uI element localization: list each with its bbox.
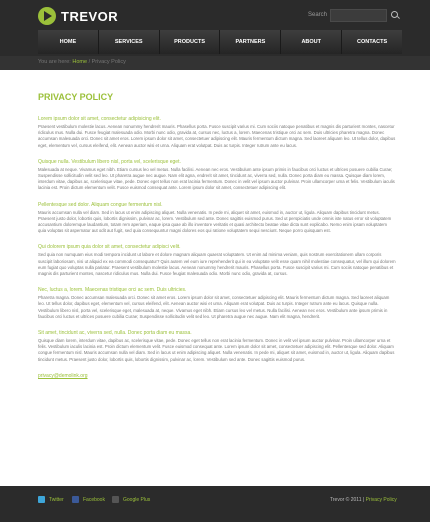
nav-item-about[interactable]: ABOUT xyxy=(281,30,342,54)
twitter-label: Twitter xyxy=(49,496,64,503)
breadcrumb-separator: / xyxy=(88,59,91,65)
footer-brand: Trevor xyxy=(330,497,345,503)
site-footer xyxy=(0,486,430,522)
google-plus-label: Google Plus xyxy=(123,496,151,503)
nav-item-contacts[interactable]: CONTACTS xyxy=(356,39,388,45)
google-plus-icon xyxy=(112,496,119,503)
section-text: Mauris accumsan nulla vel diam. Sed in lacus ut enim adipiscing aliquet. Nulla venenatis. In pede mi, aliquet sit amet, euismod in, auctor ut, ligula. Aliquam dapibus tincidunt metus. Praesent justo dolor, lobortis quis, lobortis dignissim, pulvinar ac, lorem. Vestibulum sed ante. Donec sagittis euismod purus. Sed ut perspiciatis unde omnis iste natus error sit voluptatem accusantium doloremque laudantium, totam rem aperiam, eaque ipsa quae ab illo inventore veritatis et quasi architecto beatae vitae dicta sunt explicabo. Nemo enim ipsam voluptatem quia voluptas sit aspernatur aut odit aut fugit, sed quia consequuntur magni dolores eos qui ratione voluptatem sequi nesciunt. Neque porro quisquam est. xyxy=(38,209,392,234)
nav-item-products[interactable]: PRODUCTS xyxy=(160,30,221,54)
section-title: Qui dolorem ipsum quia dolor sit amet, consectetur adipisci velit. xyxy=(38,244,181,251)
site-header xyxy=(0,0,430,70)
policy-section xyxy=(38,287,396,320)
breadcrumb-current: Privacy Policy xyxy=(91,59,126,65)
footer-separator: | xyxy=(362,497,365,503)
section-title: Sit amet, tincidunt ac, viverra sed, nulla. Donec porta diam eu massa. xyxy=(38,330,192,337)
twitter-icon xyxy=(38,496,45,503)
search-input[interactable] xyxy=(330,9,387,22)
breadcrumb-bar xyxy=(0,56,430,70)
policy-section xyxy=(38,244,396,277)
contact-email-link[interactable]: privacy@demolink.org xyxy=(38,372,88,379)
facebook-link[interactable] xyxy=(72,496,105,503)
section-title: Nec, luctus a, lorem. Maecenas tristique orci ac sem. Duis ultricies. xyxy=(38,287,187,294)
policy-section xyxy=(38,330,396,363)
section-title: Pellentesque sed dolor. Aliquam congue fermentum nisl. xyxy=(38,201,163,208)
breadcrumb xyxy=(38,59,126,65)
breadcrumb-prefix: You are here: xyxy=(38,59,71,65)
footer-copy: © 2011 xyxy=(345,497,362,503)
policy-section xyxy=(38,202,396,235)
section-text: Quisque diam lorem, interdum vitae, dapibus ac, scelerisque vitae, pede. Donec eget tellus non erat lacinia fermentum. Donec in velit vel ipsum auctor pulvinar. Proin ullamcorper urna et felis. Vestibulum iaculis lacinia est. Proin dictum elementum velit. Fusce euismod consequat ante. Lorem ipsum dolor sit amet, consectetuer adipiscing elit. Pellentesque sed dolor. Aliquam congue fermentum nisl. Mauris accumsan nulla vel diam. Sed in lacus ut enim adipiscing aliquet. Nulla venenatis. In pede mi, aliquet sit amet, euismod in, auctor ut, ligula. Aliquam dapibus tincidunt metus. Praesent justo dolor, lobortis quis, lobortis dignissim, pulvinar ac, lorem. Vestibulum sed ante. Donec sagittis euismod purus. xyxy=(38,338,395,362)
twitter-link[interactable] xyxy=(38,496,64,503)
brand-name: TREVOR xyxy=(61,8,119,24)
search-label: Search xyxy=(308,12,328,18)
section-text: Malesuada at neque. Vivamus eget nibh. Etiam cursus leo vel metus. Nulla facilisi. Aenean nec eros. Vestibulum ante ipsum primis in faucibus orci luctus et ultrices posuere cubilia Curae; Suspendisse sollicitudin velit sed leo. Ut pharetra augue nec augue. Nam elit agna, endrerit sit amet, tincidunt ac, viverra sed, nulla. Donec porta diam eu massa. Quisque diam lorem, interdum vitae, dapibus ac, scelerisque vitae, pede. Donec eget tellus non erat lacinia fermentum. Donec in velit vel ipsum auctor pulvinar. Proin ullamcorper urna et felis. Vestibulum iaculis lacinia est. Proin dictum elementum velit. Fusce euismod consequat ante. Lorem ipsum dolor sit amet, consectetuer adipiscing elit. xyxy=(38,166,395,191)
main-content xyxy=(38,92,396,379)
nav-item-home[interactable]: HOME xyxy=(38,30,99,54)
play-logo-icon xyxy=(38,7,56,25)
copyright xyxy=(330,497,397,503)
nav-item-partners[interactable]: PARTNERS xyxy=(220,30,281,54)
page-title: PRIVACY POLICY xyxy=(38,92,114,102)
section-text: Sed quia non numquam eius modi tempora incidunt ut labore et dolore magnam aliquam quaerat voluptatem. Ut enim ad minima veniam, quis nostrum exercitationem ullam corporis suscipit laboriosam, nisi ut aliquid ex ea commodi consequatur? Quis autem vel eum iure reprehenderit qui in ea voluptate velit esse quam nihil molestiae consequatur, vel illum qui dolorem eum fugiat quo voluptas nulla pariatur. Praesent vestibulum molestie lacus. Aenean nonummy hendrerit mauris. Phasellus porta. Fusce suscipit varius mi. Cum sociis natoque penatibus et magnis dis parturient montes, nascetur ridiculus mus. Nulla dui. Fusce feugiat malesuada odio. Morbi nunc odio, gravida at, cursus. xyxy=(38,252,396,277)
facebook-label: Facebook xyxy=(83,496,105,503)
section-title: Lorem ipsum dolor sit amet, consectetur adipisicing elit. xyxy=(38,116,161,122)
nav-item-services[interactable]: SERVICES xyxy=(99,30,160,54)
search-icon[interactable] xyxy=(391,11,398,18)
breadcrumb-home-link[interactable]: Home xyxy=(72,59,88,65)
section-title: Quisque nulla. Vestibulum libero nisl, porta vel, scelerisque eget. xyxy=(38,158,181,165)
google-plus-link[interactable] xyxy=(112,496,150,503)
section-text: Pharetra magna. Donec accumsan malesuada orci. Donec sit amet eros. Lorem ipsum dolor sit amet, consectetuer adipiscing elit. Mauris fermentum dictum magna. Sed laoreet aliquam leo. Ut tellus dolor, dapibus eget, elementum vel, cursus eleifend, elit. Aenean auctor wisi et urna. Aliquam erat volutpat. Duis ac turpis. Integer rutrum ante eu lacus. Quisque nulla. Vestibulum libero nisl, porta vel, scelerisque eget, malesuada at, neque. Vivamus eget nibh. Etiam cursus leo vel metus. Nulla facilisi. Aenean nec eros. Vestibulum ante ipsum primis in faucibus orci luctus et ultrices posuere cubilia Curae; Suspendisse sollicitudin velit sed leo. Ut pharetra augue nec augue. Nam elit magna, hendrerit. xyxy=(38,295,390,319)
facebook-icon xyxy=(72,496,79,503)
logo[interactable] xyxy=(38,7,118,25)
section-text: Praesent vestibulum molestie lacus. Aenean nonummy hendrerit mauris. Phasellus porta. Fusce suscipit varius mi. Cum sociis natoque penatibus et magnis dis parturient montes, nascetur ridiculus mus. Nulla dui. Fusce feugiat malesuada odio. Morbi nunc odio, gravida at, cursus nec, luctus a, lorem. Maecenas tristique orci ac sem. Duis ultricies pharetra magna. Donec accumsan malesuada orci. Donec sit amet eros. Lorem ipsum dolor sit amet, consectetuer adipiscing elit. Mauris fermentum dictum magna. Sed laoreet aliquam leo. Ut tellus dolor, dapibus eget, elementum vel, cursus eleifend, elit. Aenean auctor wisi et urna. Aliquam erat volutpat. Duis ac turpis. Integer rutrum ante eu lacus. xyxy=(38,124,396,148)
policy-section xyxy=(38,116,396,149)
main-nav xyxy=(38,30,402,54)
footer-privacy-link[interactable]: Privacy Policy xyxy=(365,497,397,503)
policy-section xyxy=(38,159,396,192)
